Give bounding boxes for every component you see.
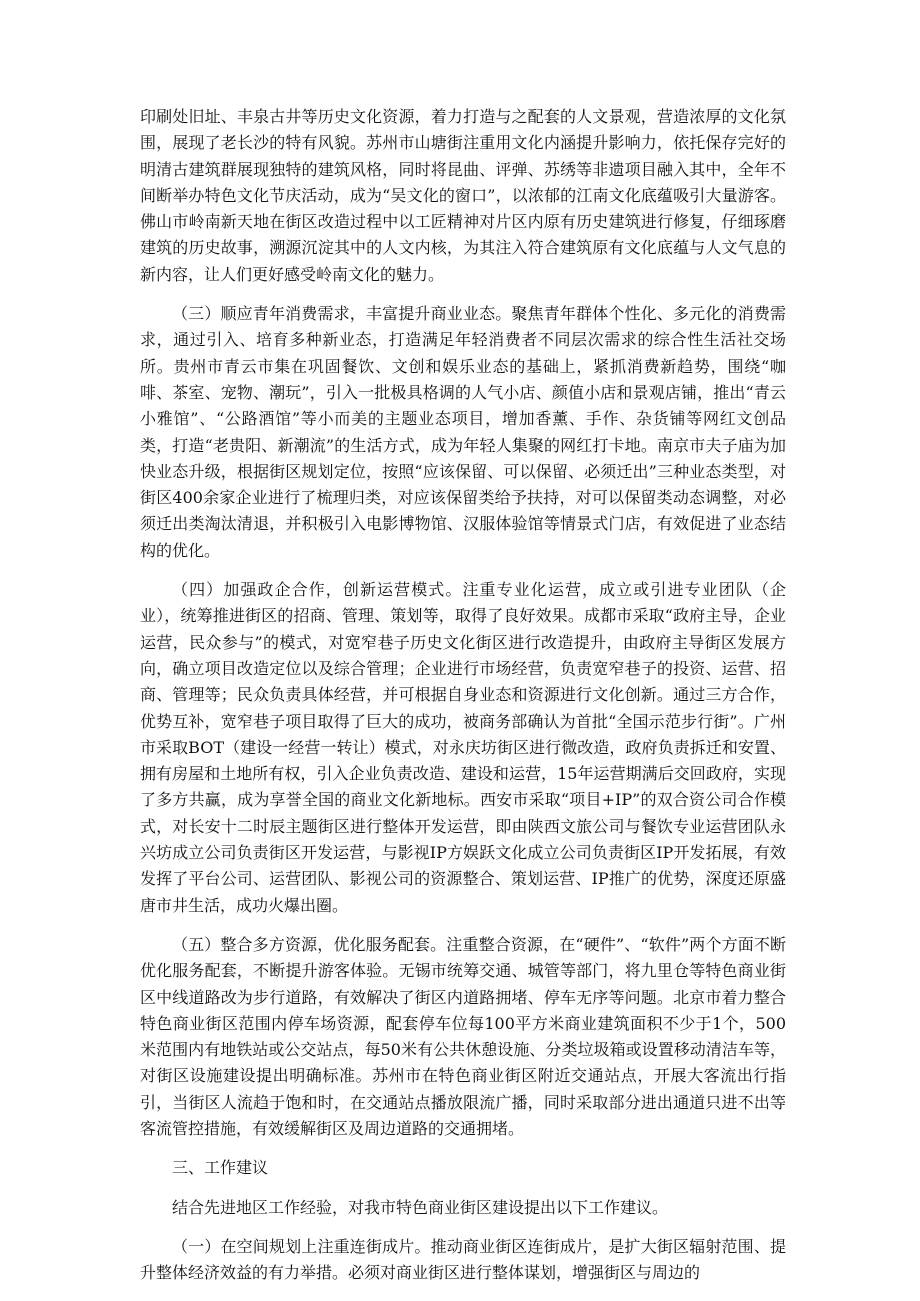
paragraph-suggestions-intro: 结合先进地区工作经验，对我市特色商业街区建设提出以下工作建议。 — [172, 1197, 669, 1217]
section-heading-work-suggestions: 三、工作建议 — [172, 1158, 269, 1178]
paragraph-section-4-government-enterprise: （四）加强政企合作，创新运营模式。注重专业化运营，成立或引进专业团队（企业），统筹推进街区的招商、管理、策划等，取得了良好效果。成都市采取“政府主导，企业运营，民众参与”的模式，对宽窄巷子历史文化街区进行改造提升，由政府主导街区发展方向，确立项目改造定位以及综合管理；企业进行市场经营，负责宽窄巷子的投资、运营、招商、管理等；民众负责具体经营，并可根据自身业态和资源进行文化创新。通过三方合作，优势互补，宽窄巷子项目取得了巨大的成功，被商务部确认为首批“全国示范步行街”。广州市采取BOT（建设一经营一转让）模式，对永庆坊街区进行微改造，政府负责拆迁和安置、拥有房屋和土地所有权，引入企业负责改造、建设和运营，15年运营期满后交回政府，实现了多方共赢，成为享誉全国的商业文化新地标。西安市采取“项目+IP”的双合资公司合作模式，对长安十二时辰主题街区进行整体开发运营，即由陕西文旅公司与餐饮专业运营团队永兴坊成立公司负责街区开发运营，与影视IP方娱跃文化成立公司负责街区IP开发拓展，有效发挥了平台公司、运营团队、影视公司的资源整合、策划运营、IP推广的优势，深度还原盛唐市井生活，成功火爆出圈。 — [140, 580, 786, 915]
paragraph-section-5-resources: （五）整合多方资源，优化服务配套。注重整合资源，在“硬件”、“软件”两个方面不断优化服务配套，不断提升游客体验。无锡市统筹交通、城管等部门，将九里仓等特色商业街区中线道路改为步行道路，有效解决了街区内道路拥堵、停车无序等问题。北京市着力整合特色商业街区范围内停车场资源，配套停车位每100平方米商业建筑面积不少于1个，500米范围内有地铁站或公交站点，每50米有公共休憩设施、分类垃圾箱或设置移动清洁车等，对街区设施建设提出明确标准。苏州市在特色商业街区附近交通站点，开展大客流出行指引，当街区人流趋于饱和时，在交通站点播放限流广播，同时采取部分进出通道只进不出等客流管控措施，有效缓解街区及周边道路的交通拥堵。 — [140, 934, 786, 1138]
paragraph-section-3-youth-consumption: （三）顺应青年消费需求，丰富提升商业业态。聚焦青年群体个性化、多元化的消费需求，通过引入、培育多种新业态，打造满足年轻消费者不同层次需求的综合性生活社交场所。贵州市青云市集在巩固餐饮、文创和娱乐业态的基础上，紧抓消费新趋势，围绕“咖啡、茶室、宠物、潮玩”，引入一批极具格调的人气小店、颜值小店和景观店铺，推出“青云小雅馆”、“公路酒馆”等小而美的主题业态项目，增加香薰、手作、杂货铺等网红文创品类，打造“老贵阳、新潮流”的生活方式，成为年轻人集聚的网红打卡地。南京市夫子庙为加快业态升级，根据街区规划定位，按照“应该保留、可以保留、必须迁出”三种业态类型，对街区400余家企业进行了梳理归类，对应该保留类给予扶持，对可以保留类动态调整，对必须迁出类淘汰清退，并积极引入电影博物馆、汉服体验馆等情景式门店，有效促进了业态结构的优化。 — [140, 304, 786, 560]
paragraph-culture-examples: 印刷处旧址、丰泉古井等历史文化资源，着力打造与之配套的人文景观，营造浓厚的文化氛围，展现了老长沙的特有风貌。苏州市山塘街注重用文化内涵提升影响力，依托保存完好的明清古建筑群展现独特的建筑风格，同时将昆曲、评弹、苏绣等非遗项目融入其中，全年不间断举办特色文化节庆活动，成为“吴文化的窗口”，以浓郁的江南文化底蕴吸引大量游客。佛山市岭南新天地在街区改造过程中以工匠精神对片区内原有历史建筑进行修复，仔细琢磨建筑的历史故事，溯源沉淀其中的人文内核，为其注入符合建筑原有文化底蕴与人文气息的新内容，让人们更好感受岭南文化的魅力。 — [140, 107, 786, 284]
paragraph-suggestion-1-spatial-planning: （一）在空间规划上注重连街成片。推动商业街区连街成片，是扩大街区辐射范围、提升整体经济效益的有力举措。必须对商业街区进行整体谋划，增强街区与周边的 — [140, 1236, 786, 1283]
document-body — [140, 104, 786, 1299]
